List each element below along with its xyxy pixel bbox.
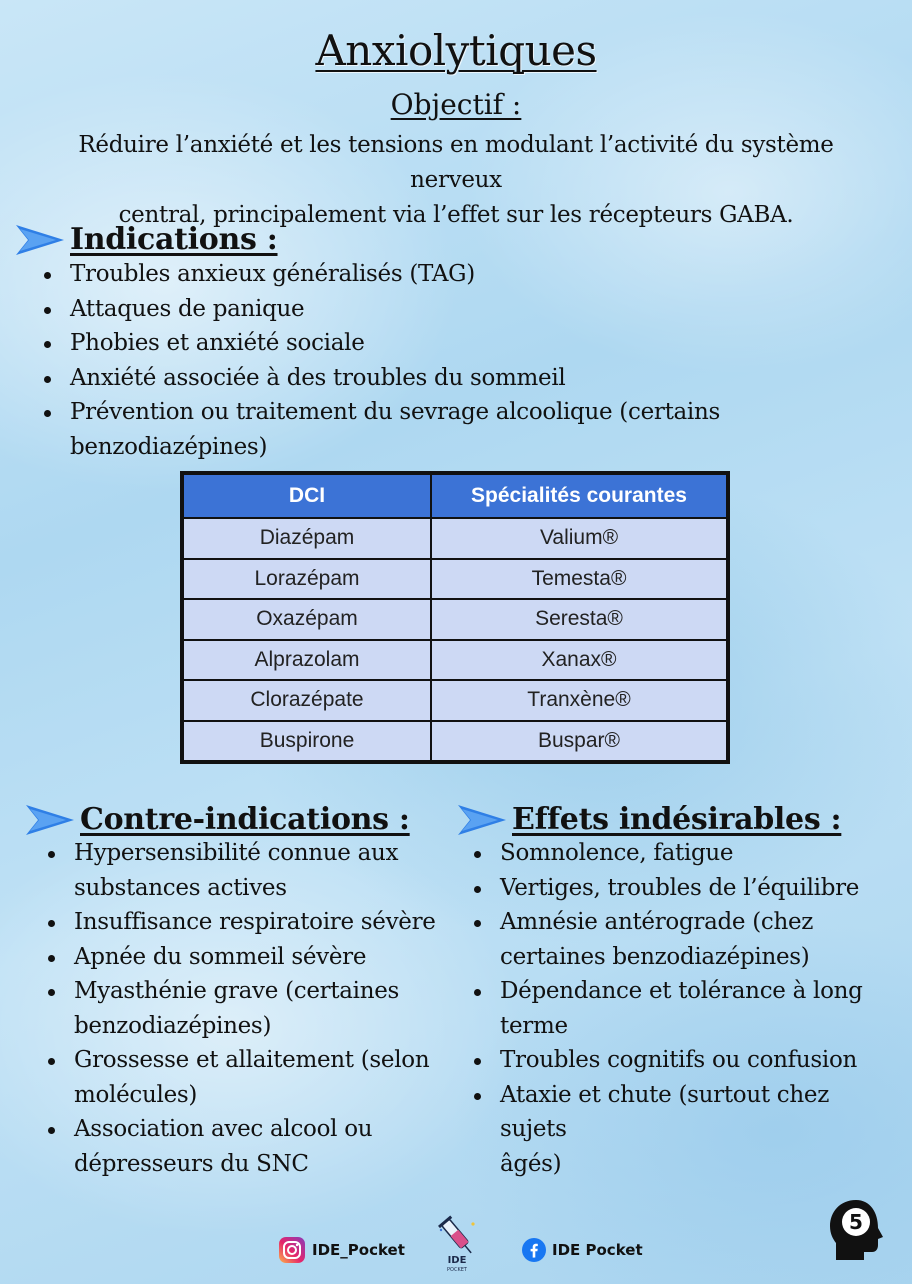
effets-list bbox=[462, 836, 902, 1181]
table-cell-specialite: Tranxène® bbox=[431, 680, 728, 721]
table-row bbox=[182, 640, 728, 681]
list-item bbox=[36, 1112, 436, 1181]
table-row bbox=[182, 599, 728, 640]
list-item bbox=[462, 1043, 902, 1078]
table-cell-dci: Oxazépam bbox=[182, 599, 431, 640]
list-item-line: substances actives bbox=[74, 874, 287, 901]
list-item: Troubles anxieux généralisés (TAG) bbox=[32, 257, 892, 292]
list-item bbox=[462, 905, 902, 974]
indications-list bbox=[32, 257, 892, 464]
list-item bbox=[462, 836, 902, 871]
list-item bbox=[462, 1078, 902, 1182]
objectif-text bbox=[40, 128, 872, 233]
list-item-line: Vertiges, troubles de l’équilibre bbox=[500, 874, 860, 901]
list-item bbox=[462, 871, 902, 906]
ide-pocket-logo bbox=[432, 1214, 482, 1274]
list-item: Phobies et anxiété sociale bbox=[32, 326, 892, 361]
table-cell-specialite: Xanax® bbox=[431, 640, 728, 681]
effets-header bbox=[458, 802, 841, 837]
list-item-line: Hypersensibilité connue aux bbox=[74, 840, 399, 866]
chevron-arrow-icon bbox=[26, 803, 74, 837]
table-cell-dci: Buspirone bbox=[182, 721, 431, 763]
page-number-badge bbox=[826, 1196, 886, 1266]
list-item: Anxiété associée à des troubles du sommeil bbox=[32, 361, 892, 396]
column-header-specialites: Spécialités courantes bbox=[431, 473, 728, 518]
list-item-line: benzodiazépines) bbox=[74, 1012, 272, 1039]
list-item-line: Apnée du sommeil sévère bbox=[74, 943, 367, 970]
table-cell-dci: Alprazolam bbox=[182, 640, 431, 681]
list-item-line: Troubles cognitifs ou confusion bbox=[500, 1047, 858, 1073]
instagram-icon bbox=[278, 1236, 306, 1264]
list-item bbox=[36, 1043, 436, 1112]
table-cell-dci: Diazépam bbox=[182, 518, 431, 559]
facebook-handle: IDE Pocket bbox=[552, 1241, 643, 1259]
page-title: Anxiolytiques bbox=[315, 26, 597, 75]
table-cell-specialite: Buspar® bbox=[431, 721, 728, 763]
list-item-line: Somnolence, fatigue bbox=[500, 840, 734, 866]
table-cell-specialite: Temesta® bbox=[431, 559, 728, 600]
effets-heading: Effets indésirables : bbox=[512, 802, 842, 837]
list-item bbox=[462, 974, 902, 1043]
dci-table bbox=[180, 471, 730, 764]
facebook-icon bbox=[522, 1238, 546, 1262]
contre-indications-list bbox=[36, 836, 436, 1181]
table-cell-dci: Clorazépate bbox=[182, 680, 431, 721]
list-item: Prévention ou traitement du sevrage alcoolique (certains benzodiazépines) bbox=[32, 395, 892, 464]
logo-subtext: POCKET bbox=[447, 1267, 467, 1273]
contre-indications-heading: Contre-indications : bbox=[80, 802, 410, 837]
list-item-line: molécules) bbox=[74, 1081, 198, 1108]
list-item-line: Ataxie et chute (surtout chez sujets bbox=[500, 1081, 830, 1142]
objectif-heading: Objectif : bbox=[390, 88, 522, 121]
list-item-line: Association avec alcool ou bbox=[74, 1116, 373, 1142]
facebook-link[interactable] bbox=[522, 1238, 643, 1262]
head-profile-icon bbox=[826, 1196, 886, 1266]
list-item bbox=[36, 905, 436, 940]
list-item-line: dépresseurs du SNC bbox=[74, 1150, 309, 1177]
list-item-line: âgés) bbox=[500, 1150, 562, 1177]
syringe-logo-icon bbox=[432, 1214, 482, 1274]
instagram-handle: IDE_Pocket bbox=[312, 1241, 405, 1259]
list-item bbox=[36, 836, 436, 905]
list-item-line: Grossesse et allaitement (selon bbox=[74, 1047, 430, 1073]
contre-indications-header bbox=[26, 802, 410, 837]
table-row bbox=[182, 518, 728, 559]
page-number: 5 bbox=[849, 1210, 863, 1234]
table-row bbox=[182, 721, 728, 763]
objectif-line-1: Réduire l’anxiété et les tensions en modulant l’activité du système nerveux bbox=[78, 132, 834, 193]
list-item-line: Amnésie antérograde (chez bbox=[500, 909, 814, 935]
list-item-line: Myasthénie grave (certaines bbox=[74, 978, 400, 1004]
table-header-row bbox=[182, 473, 728, 518]
table-cell-specialite: Valium® bbox=[431, 518, 728, 559]
objectif-line-2: central, principalement via l’effet sur les récepteurs GABA. bbox=[118, 202, 794, 228]
list-item bbox=[36, 940, 436, 975]
list-item: Attaques de panique bbox=[32, 292, 892, 327]
table-cell-specialite: Seresta® bbox=[431, 599, 728, 640]
indications-header bbox=[16, 222, 278, 257]
chevron-arrow-icon bbox=[458, 803, 506, 837]
list-item bbox=[36, 974, 436, 1043]
table-row bbox=[182, 559, 728, 600]
table-row bbox=[182, 680, 728, 721]
list-item-line: Dépendance et tolérance à long bbox=[500, 978, 863, 1004]
logo-text: IDE bbox=[447, 1255, 467, 1266]
list-item-line: certaines benzodiazépines) bbox=[500, 943, 810, 970]
list-item-line: Insuffisance respiratoire sévère bbox=[74, 909, 436, 935]
chevron-arrow-icon bbox=[16, 223, 64, 257]
instagram-link[interactable] bbox=[278, 1236, 405, 1264]
column-header-dci: DCI bbox=[182, 473, 431, 518]
list-item-line: terme bbox=[500, 1012, 568, 1039]
indications-heading: Indications : bbox=[70, 222, 278, 257]
table-cell-dci: Lorazépam bbox=[182, 559, 431, 600]
